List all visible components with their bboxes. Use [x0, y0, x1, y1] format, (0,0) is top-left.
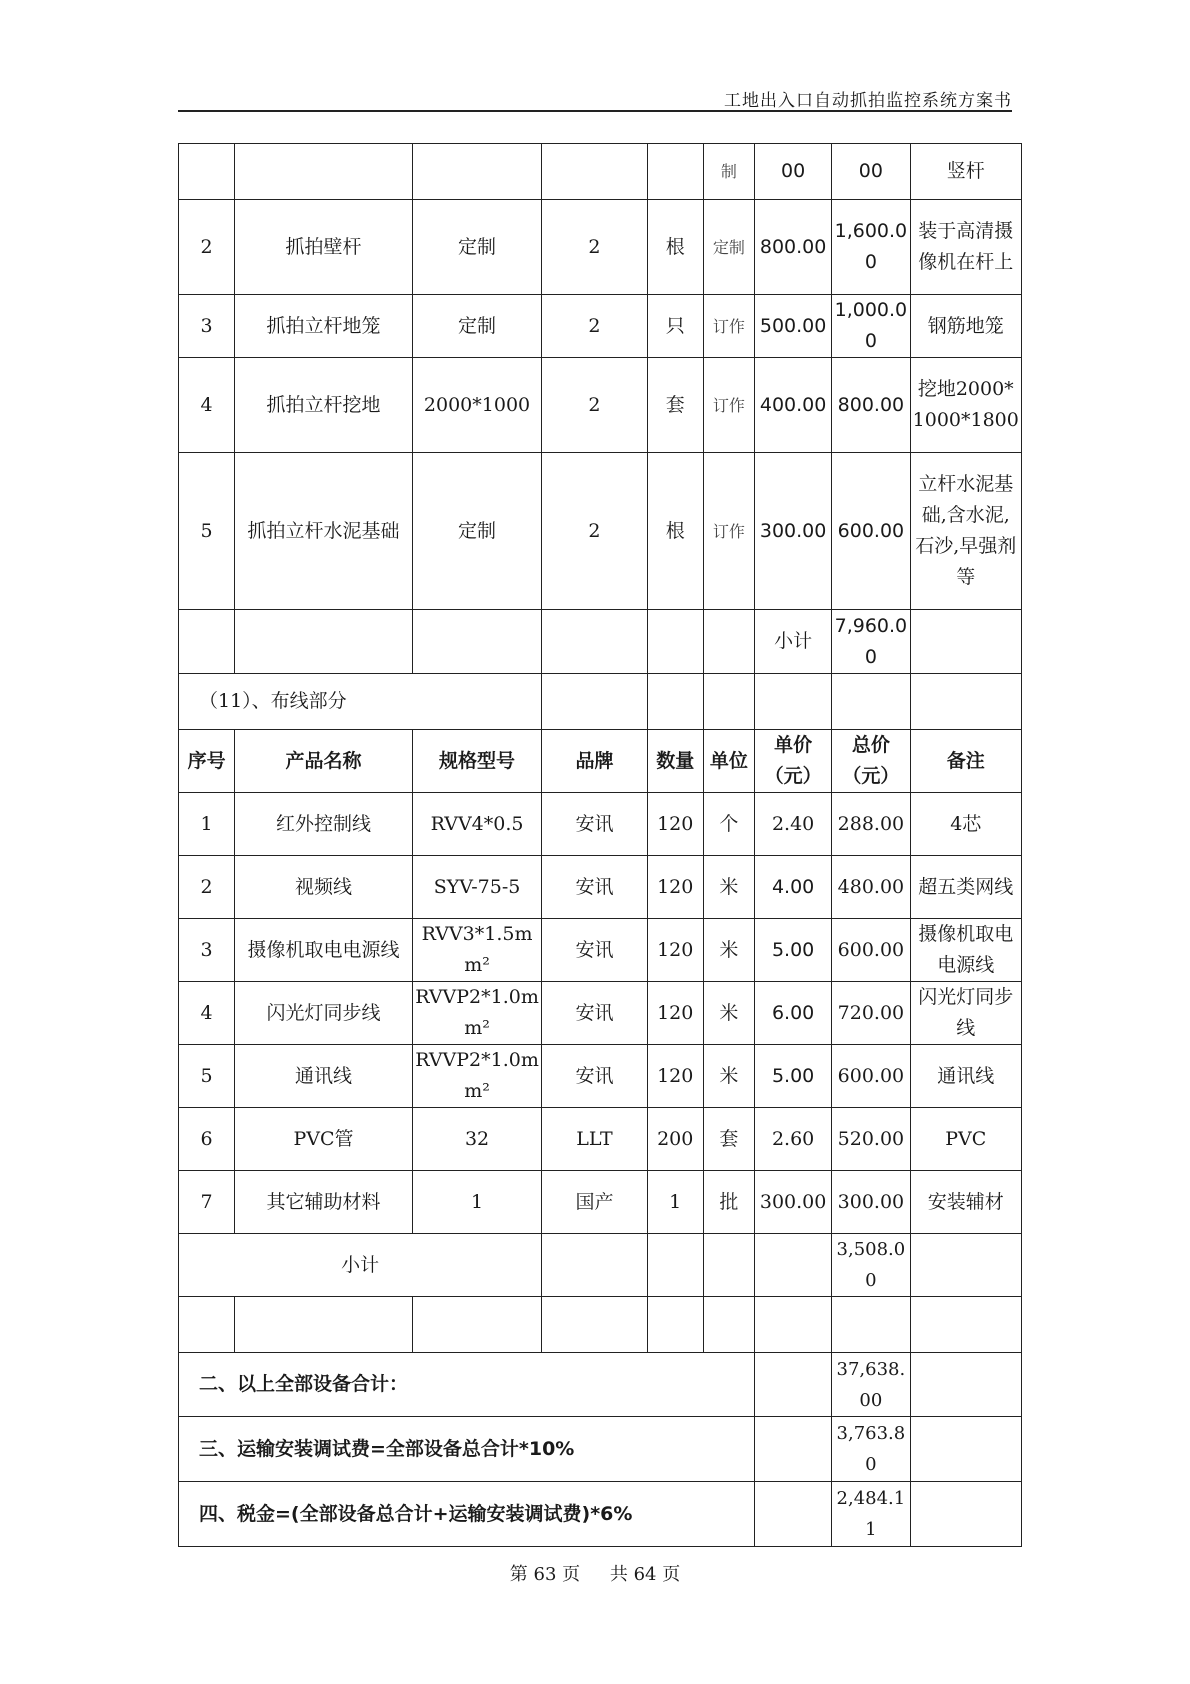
remark-cell: 竖杆: [910, 144, 1021, 200]
total-cell: 300.00: [832, 1171, 910, 1234]
total-cell: 480.00: [832, 856, 910, 919]
no-cell: 4: [179, 358, 235, 453]
spec-cell: 定制: [412, 295, 541, 358]
unit-cell: 米: [703, 919, 754, 982]
table-row: [179, 982, 1022, 1045]
document-header-title: 工地出入口自动抓拍监控系统方案书: [724, 91, 1012, 111]
blank-row: [179, 1297, 1022, 1353]
total-cell: 600.00: [832, 1045, 910, 1108]
spec-cell: RVVP2*1.0mm²: [412, 982, 541, 1045]
total-cell: 00: [832, 144, 910, 200]
unit-cell: 订作: [703, 295, 754, 358]
unit-cell: 批: [703, 1171, 754, 1234]
header-total: 总价（元）: [832, 730, 910, 793]
installation-fee-value: 3,763.80: [832, 1417, 910, 1482]
equipment-quote-table: [178, 143, 1022, 1547]
brand-cell: 2: [542, 295, 647, 358]
total-cell: 1,600.00: [832, 200, 910, 295]
equipment-total-label: 二、以上全部设备合计：: [179, 1353, 755, 1417]
section-title-row: [179, 674, 1022, 730]
table-row: [179, 1108, 1022, 1171]
remark-cell: 安装辅材: [910, 1171, 1021, 1234]
total-cell: 720.00: [832, 982, 910, 1045]
header-spec: 规格型号: [412, 730, 541, 793]
name-cell: 抓拍壁杆: [235, 200, 413, 295]
equipment-total-value: 37,638.00: [832, 1353, 910, 1417]
remark-cell: 立杆水泥基础,含水泥,石沙,早强剂等: [910, 453, 1021, 610]
qty-cell: 120: [647, 856, 703, 919]
header-no: 序号: [179, 730, 235, 793]
remark-cell: 闪光灯同步线: [910, 982, 1021, 1045]
name-cell: 通讯线: [235, 1045, 413, 1108]
brand-cell: 安讯: [542, 1045, 647, 1108]
qty-cell: 120: [647, 1045, 703, 1108]
header-unit: 单位: [703, 730, 754, 793]
tax-row: [179, 1482, 1022, 1547]
qty-cell: 120: [647, 793, 703, 856]
table-row: [179, 144, 1022, 200]
subtotal-label: 小计: [754, 610, 831, 674]
qty-cell: 套: [647, 358, 703, 453]
subtotal-row: [179, 1234, 1022, 1297]
grand-total-row: [179, 1353, 1022, 1417]
brand-cell: 2: [542, 453, 647, 610]
spec-cell: RVV4*0.5: [412, 793, 541, 856]
price-cell: 5.00: [754, 1045, 831, 1108]
unit-cell: 米: [703, 982, 754, 1045]
price-cell: 300.00: [754, 453, 831, 610]
qty-cell: 200: [647, 1108, 703, 1171]
name-cell: 抓拍立杆挖地: [235, 358, 413, 453]
unit-cell: 米: [703, 1045, 754, 1108]
no-cell: 3: [179, 919, 235, 982]
table-row: [179, 919, 1022, 982]
unit-cell: 制: [703, 144, 754, 200]
price-cell: 2.60: [754, 1108, 831, 1171]
table-row: [179, 453, 1022, 610]
price-cell: 2.40: [754, 793, 831, 856]
no-cell: 3: [179, 295, 235, 358]
total-cell: 600.00: [832, 453, 910, 610]
price-cell: 00: [754, 144, 831, 200]
remark-cell: 挖地2000*1000*1800: [910, 358, 1021, 453]
name-cell: 抓拍立杆水泥基础: [235, 453, 413, 610]
brand-cell: 2: [542, 358, 647, 453]
unit-cell: 定制: [703, 200, 754, 295]
spec-cell: SYV-75-5: [412, 856, 541, 919]
price-cell: 300.00: [754, 1171, 831, 1234]
total-cell: 520.00: [832, 1108, 910, 1171]
unit-cell: 订作: [703, 358, 754, 453]
table-row: [179, 200, 1022, 295]
remark-cell: PVC: [910, 1108, 1021, 1171]
qty-cell: 120: [647, 919, 703, 982]
qty-cell: 根: [647, 200, 703, 295]
table-row: [179, 856, 1022, 919]
qty-cell: 120: [647, 982, 703, 1045]
table-row: [179, 358, 1022, 453]
subtotal-label: 小计: [179, 1234, 542, 1297]
spec-cell: 定制: [412, 453, 541, 610]
tax-value: 2,484.11: [832, 1482, 910, 1547]
remark-cell: 摄像机取电电源线: [910, 919, 1021, 982]
no-cell: 5: [179, 453, 235, 610]
spec-cell: RVVP2*1.0mm²: [412, 1045, 541, 1108]
no-cell: 2: [179, 856, 235, 919]
price-cell: 500.00: [754, 295, 831, 358]
name-cell: 闪光灯同步线: [235, 982, 413, 1045]
spec-cell: RVV3*1.5mm²: [412, 919, 541, 982]
price-cell: 5.00: [754, 919, 831, 982]
price-cell: 6.00: [754, 982, 831, 1045]
spec-cell: 2000*1000: [412, 358, 541, 453]
brand-cell: LLT: [542, 1108, 647, 1171]
no-cell: 5: [179, 1045, 235, 1108]
header-divider: [178, 110, 1012, 112]
subtotal-value: 7,960.00: [832, 610, 910, 674]
installation-fee-label: 三、运输安装调试费=全部设备总合计*10%: [179, 1417, 755, 1482]
no-cell: 2: [179, 200, 235, 295]
subtotal-value: 3,508.00: [832, 1234, 910, 1297]
brand-cell: 安讯: [542, 919, 647, 982]
brand-cell: 2: [542, 200, 647, 295]
remark-cell: 钢筋地笼: [910, 295, 1021, 358]
table-header-row: [179, 730, 1022, 793]
remark-cell: 通讯线: [910, 1045, 1021, 1108]
price-cell: 4.00: [754, 856, 831, 919]
price-cell: 400.00: [754, 358, 831, 453]
name-cell: 红外控制线: [235, 793, 413, 856]
tax-label: 四、税金=(全部设备总合计+运输安装调试费)*6%: [179, 1482, 755, 1547]
header-qty: 数量: [647, 730, 703, 793]
total-cell: 1,000.00: [832, 295, 910, 358]
remark-cell: 超五类网线: [910, 856, 1021, 919]
total-cell: 288.00: [832, 793, 910, 856]
section-title: （11）、布线部分: [179, 674, 542, 730]
no-cell: 6: [179, 1108, 235, 1171]
qty-cell: 根: [647, 453, 703, 610]
spec-cell: 定制: [412, 200, 541, 295]
no-cell: 4: [179, 982, 235, 1045]
page-number: 第 63 页: [509, 1564, 581, 1585]
unit-cell: 订作: [703, 453, 754, 610]
installation-fee-row: [179, 1417, 1022, 1482]
name-cell: 视频线: [235, 856, 413, 919]
qty-cell: 只: [647, 295, 703, 358]
table-row: [179, 1171, 1022, 1234]
no-cell: 7: [179, 1171, 235, 1234]
name-cell: 抓拍立杆地笼: [235, 295, 413, 358]
header-remark: 备注: [910, 730, 1021, 793]
table-row: [179, 793, 1022, 856]
qty-cell: 1: [647, 1171, 703, 1234]
brand-cell: 安讯: [542, 982, 647, 1045]
unit-cell: 米: [703, 856, 754, 919]
name-cell: PVC管: [235, 1108, 413, 1171]
name-cell: 摄像机取电电源线: [235, 919, 413, 982]
spec-cell: 1: [412, 1171, 541, 1234]
name-cell: 其它辅助材料: [235, 1171, 413, 1234]
remark-cell: 装于高清摄像机在杆上: [910, 200, 1021, 295]
unit-cell: 个: [703, 793, 754, 856]
total-cell: 600.00: [832, 919, 910, 982]
brand-cell: 国产: [542, 1171, 647, 1234]
price-cell: 800.00: [754, 200, 831, 295]
header-price: 单价（元）: [754, 730, 831, 793]
table-row: [179, 295, 1022, 358]
no-cell: 1: [179, 793, 235, 856]
page-footer: [0, 1560, 1190, 1586]
unit-cell: 套: [703, 1108, 754, 1171]
page-total: 共 64 页: [609, 1564, 681, 1585]
remark-cell: 4芯: [910, 793, 1021, 856]
header-name: 产品名称: [235, 730, 413, 793]
subtotal-row: [179, 610, 1022, 674]
table-row: [179, 1045, 1022, 1108]
brand-cell: 安讯: [542, 856, 647, 919]
total-cell: 800.00: [832, 358, 910, 453]
spec-cell: 32: [412, 1108, 541, 1171]
header-brand: 品牌: [542, 730, 647, 793]
brand-cell: 安讯: [542, 793, 647, 856]
